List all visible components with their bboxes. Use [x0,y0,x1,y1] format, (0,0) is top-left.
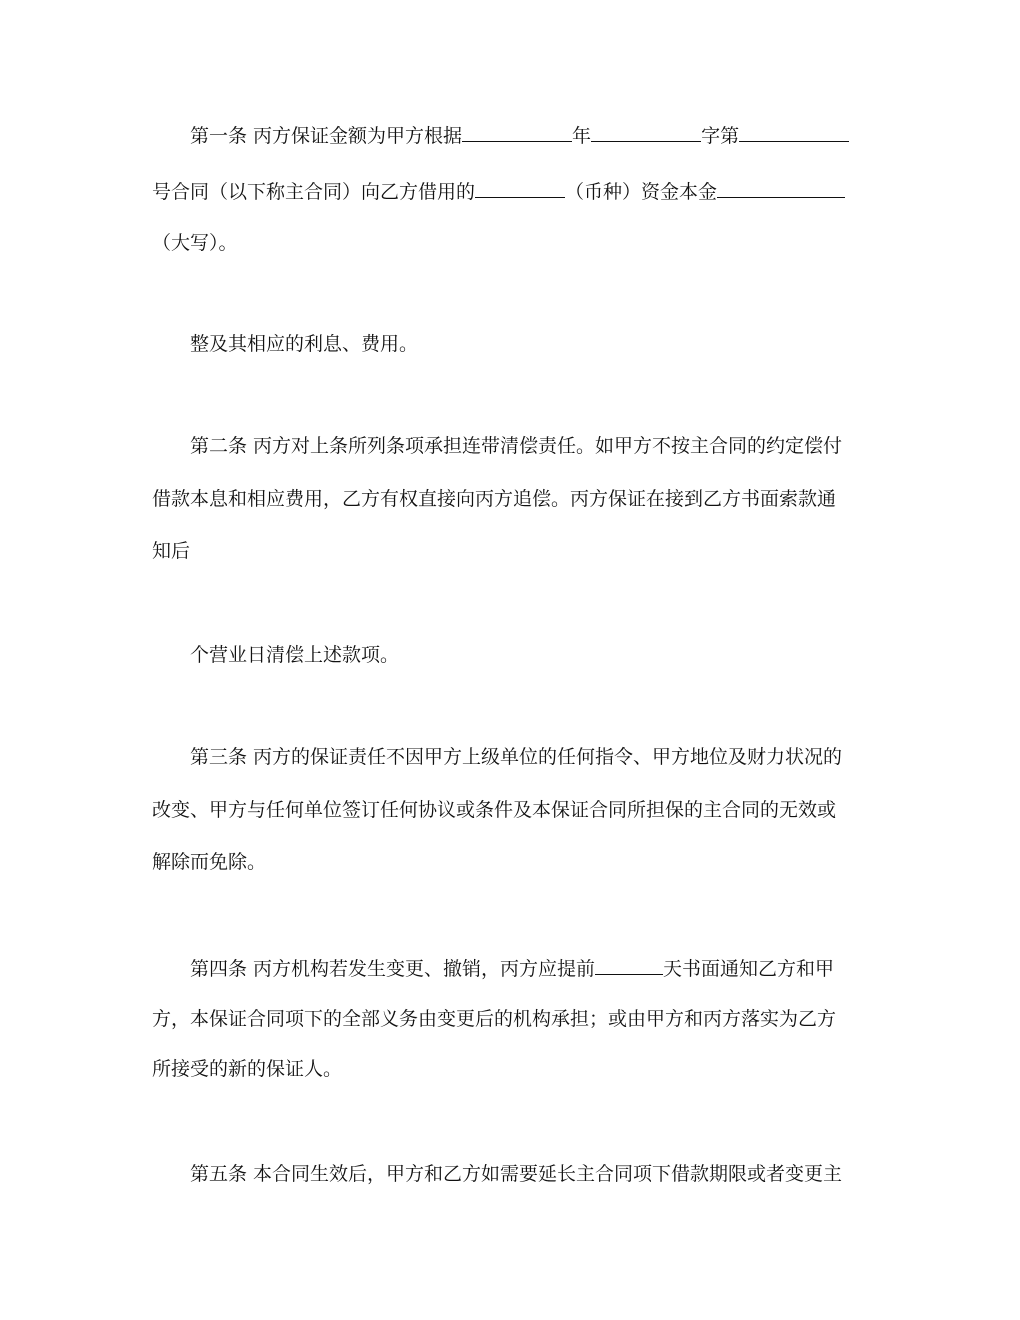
article-2-line-4 [190,641,920,669]
article-2-text: 个营业日清偿上述款项。 [190,644,400,666]
article-4-text: 天书面通知乙方和甲 [663,958,835,980]
article-3-line-3 [152,848,882,876]
year-blank[interactable] [462,121,572,142]
article-1-line-4 [190,330,920,358]
currency-blank[interactable] [475,177,565,198]
article-1-line-1 [190,121,920,150]
article-2-text: 知后 [152,540,191,562]
article-4-text: 第四条 丙方机构若发生变更、撤销，丙方应提前 [190,958,596,980]
article-2-line-1 [190,432,920,460]
article-3-text: 第三条 丙方的保证责任不因甲方上级单位的任何指令、甲方地位及财力状况的 [190,746,843,768]
article-4-line-3 [152,1055,882,1083]
article-3-text: 改变、甲方与任何单位签订任何协议或条件及本保证合同所担保的主合同的无效或 [152,799,837,821]
year-label: 年 [572,125,592,147]
currency-label: （币种）资金本金 [565,181,718,203]
article-5-line-1 [190,1160,920,1188]
article-2-line-2 [152,485,882,513]
article-5-text: 第五条 本合同生效后，甲方和乙方如需要延长主合同项下借款期限或者变更主 [190,1163,843,1185]
article-1-text: 号合同（以下称主合同）向乙方借用的 [152,181,476,203]
article-1-text: （大写）。 [152,232,238,254]
article-3-line-1 [190,743,920,771]
article-1-text: 整及其相应的利息、费用。 [190,333,419,355]
notice-days-blank[interactable] [595,954,663,975]
article-1-line-2 [152,177,882,206]
article-3-line-2 [152,796,882,824]
principal-amount-blank[interactable] [717,177,845,198]
article-2-text: 第二条 丙方对上条所列条项承担连带清偿责任。如甲方不按主合同的约定偿付 [190,435,843,457]
article-2-line-3 [152,537,882,565]
article-4-text: 所接受的新的保证人。 [152,1058,343,1080]
prefix-blank[interactable] [591,121,701,142]
article-1-text: 第一条 丙方保证金额为甲方根据 [190,125,463,147]
article-1-line-3 [152,229,882,257]
article-4-line-2 [152,1005,882,1033]
article-2-text: 借款本息和相应费用，乙方有权直接向丙方追偿。丙方保证在接到乙方书面索款通 [152,488,837,510]
article-4-text: 方，本保证合同项下的全部义务由变更后的机构承担；或由甲方和丙方落实为乙方 [152,1008,837,1030]
number-label: 字第 [701,125,740,147]
contract-number-blank[interactable] [739,121,849,142]
article-3-text: 解除而免除。 [152,851,267,873]
article-4-line-1 [190,954,920,983]
